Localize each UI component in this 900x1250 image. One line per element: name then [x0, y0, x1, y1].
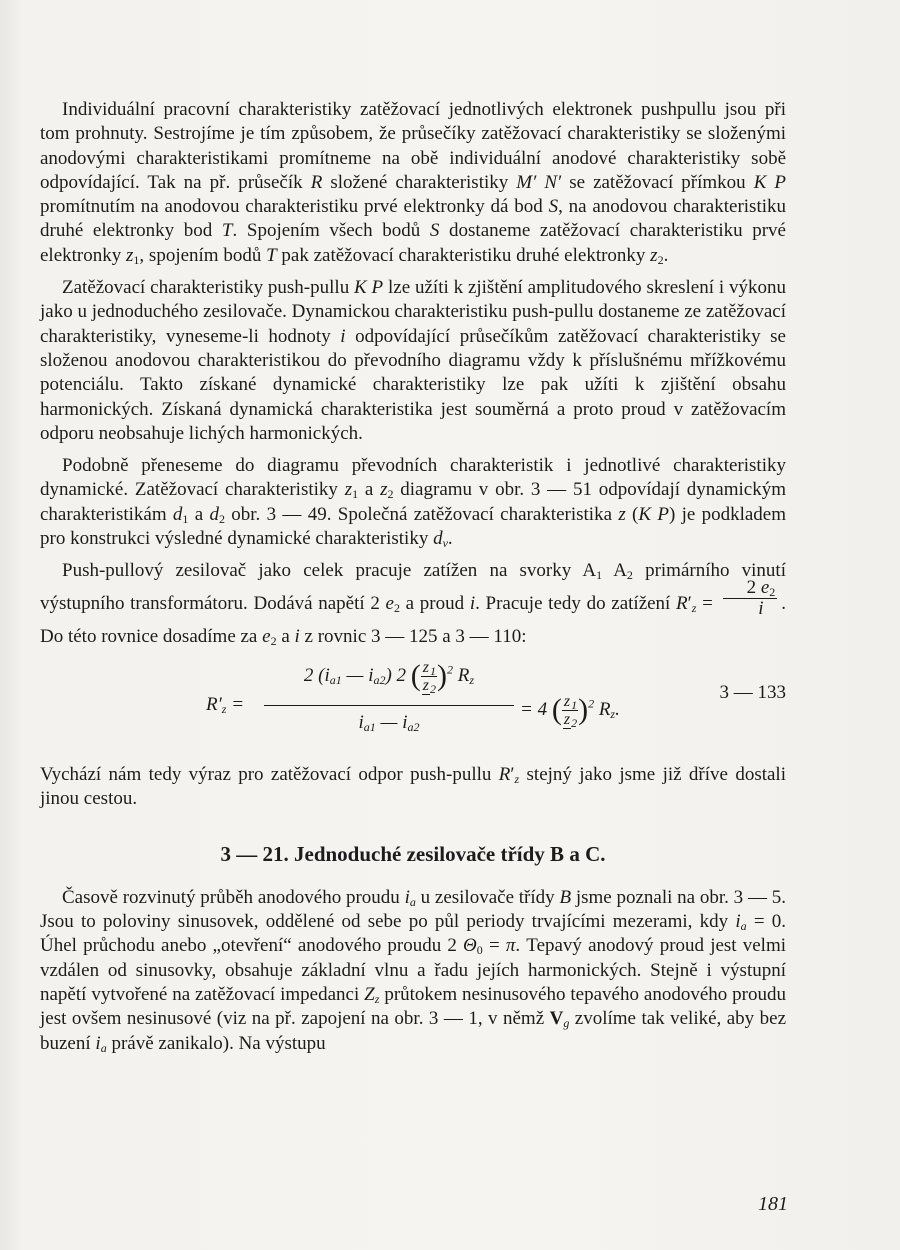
equation-3-133: $R'_z$ = 2 ($i_{a1}$ — $i_{a2}$) 2 ( $\frac{z_1}{z_2}$ )$^2$ $R_z$ $i_{a1}$ — $i_{a2}$ = 4 ( $\frac{z_1}{z_2}$ )$^2$ $R_z$. 3 — 133	[206, 658, 786, 734]
inline-fraction: $\frac{2 e_2}{i}$	[723, 578, 778, 619]
paragraph-5: Vychází nám tedy výraz pro zatěžovací odpor push-pullu $R'_z$ stejný jako jsme již dříve dostali jinou cestou.	[40, 763, 786, 810]
paragraph-3: Podobně přeneseme do diagramu převodních charakteristik i jednotlivé charakteristiky dynamické. Zatěžovací charakteristiky $z_1$ a $z_2$ diagramu v obr. 3 — 51 odpovídají dynamickým charakteristikám $d_1$ a $d_2$ obr. 3 — 49. Společná zatěžovací charakteristika z (K P) je podkladem pro konstrukci výsledné dynamické charakteristiky $d_v$.	[40, 455, 787, 551]
section-heading: 3 — 21. Jednoduché zesilovače třídy B a C.	[220, 841, 606, 866]
equation-number: 3 — 133	[719, 681, 786, 703]
page-number: 181	[758, 1193, 788, 1215]
paragraph-2: Zatěžovací charakteristiky push-pullu K P lze užíti k zjištění amplitudového skreslení i výkonu jako u jednoduchého zesilovače. Dynamickou charakteristiku push-pullu dostaneme ze zatěžovací charakteristiky, vyneseme-li hodnoty i odpovídající průsečíkům zatěžovací charakteristiky se složenou anodovou charakteristikou do převodního diagramu vždy k příslušnému mřížkovému potenciálu. Takto získané dynamické charakteristiky lze pak užíti k zjištění obsahu harmonických. Získaná dynamická charakteristika jest souměrná a proto proud v zatěžovacím odporu neobsahuje lichých harmonických.	[40, 277, 787, 444]
paragraph-4: Push-pullový zesilovač jako celek pracuje zatížen na svorky $A_1$ $A_2$ primárního vinutí výstupního transformátoru. Dodává napětí 2 $e_2$ a proud i. Pracuje tedy do zatížení $R'_z$ = $\frac{2 e_2}{i}$ . Do této rovnice dosadíme za $e_2$ a i z rovnic 3 — 125 a 3 — 110:	[40, 560, 786, 648]
paragraph-6: Časově rozvinutý průběh anodového proudu $i_a$ u zesilovače třídy B jsme poznali na obr. 3 — 5. Jsou to poloviny sinusovek, oddělené od sebe po půl periody trvajícími mezerami, kdy $i_a = 0$. Úhel průchodu anebo „otevření“ anodového proudu 2 $\Theta_0 = \pi$. Tepavý anodový proud jest velmi vzdálen od sinusovky, obsahuje základní vlnu a řadu jejích harmonických. Stejně i výstupní napětí vytvořené na zatěžovací impedanci $Z_z$ průtokem nesinusového tepavého anodového proudu jest ovšem nesinusové (viz na př. zapojení na obr. 3 — 1, v němž $V_g$ zvolíme tak veliké, aby bez buzení $i_a$ právě zanikalo). Na výstupu	[40, 886, 787, 1055]
text-column	[40, 98, 786, 1064]
paragraph-1: Individuální pracovní charakteristiky zatěžovací jednotlivých elektronek pushpullu jsou při tom prohnuty. Sestrojíme je tím způsobem, že průsečíky zatěžovací charakteristiky se složenými anodovými charakteristikami promítneme na obě individuální anodové charakteristiky sobě odpovídající. Tak na př. průsečík R složené charakteristiky M′ N′ se zatěžovací přímkou K P promítnutím na anodovou charakteristiku prvé elektronky dá bod S, na anodovou charakteristiku druhé elektronky bod T. Spojením všech bodů S dostaneme zatěžovací charakteristiku prvé elektronky $z_1$, spojením bodů T pak zatěžovací charakteristiku druhé elektronky $z_2$.	[40, 99, 787, 267]
